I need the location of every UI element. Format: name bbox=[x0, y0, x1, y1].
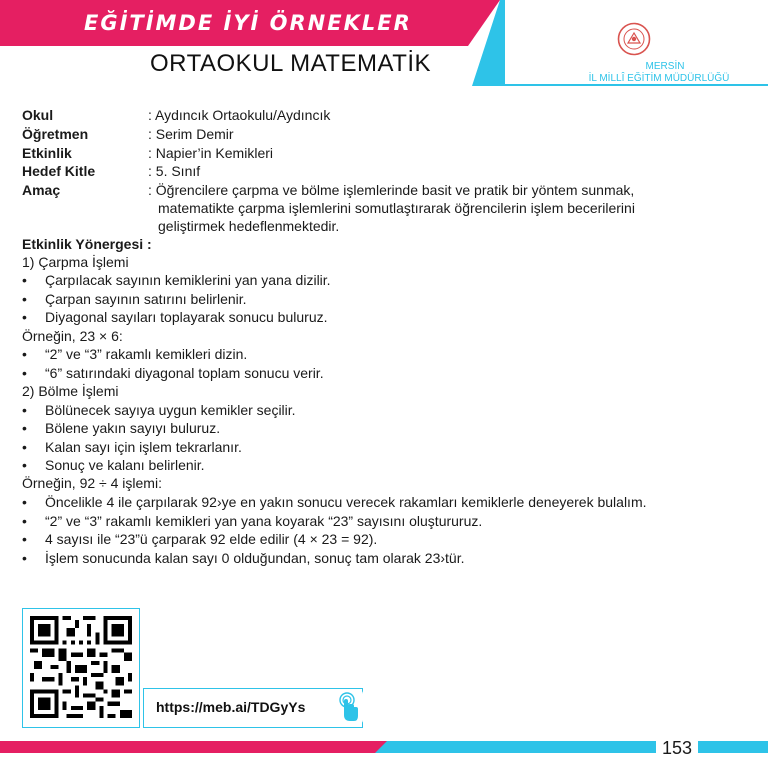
meta-label: Öğretmen bbox=[22, 126, 89, 142]
header-banner-title: EĞİTİMDE İYİ ÖRNEKLER bbox=[84, 11, 412, 35]
meta-value: : Aydıncık Ortaokulu/Aydıncık bbox=[148, 107, 331, 123]
meb-emblem-icon bbox=[617, 22, 651, 56]
directorate-name: İL MİLLÎ EĞİTİM MÜDÜRLÜĞÜ bbox=[588, 73, 730, 84]
meta-value: geliştirmek hedeflenmektedir. bbox=[158, 218, 340, 234]
activity-link[interactable]: https://meb.ai/TDGyYs bbox=[156, 699, 306, 715]
example-division: Örneğin, 92 ÷ 4 işlemi: bbox=[22, 475, 162, 491]
meta-label: Etkinlik bbox=[22, 145, 72, 161]
meta-value: : Öğrencilere çarpma ve bölme işlemlerinde basit ve pratik bir yöntem sunmak, bbox=[148, 182, 635, 198]
city-name: MERSİN bbox=[645, 61, 685, 72]
page-title: ORTAOKUL MATEMATİK bbox=[150, 50, 432, 77]
meta-value: : Serim Demir bbox=[148, 126, 234, 142]
meta-value: : Napier’in Kemikleri bbox=[148, 145, 274, 161]
meta-label: Hedef Kitle bbox=[22, 163, 96, 179]
example-multiplication: Örneğin, 23 × 6: bbox=[22, 328, 123, 344]
section-division: 2) Bölme İşlemi bbox=[22, 383, 119, 399]
meta-label: Amaç bbox=[22, 182, 61, 198]
footer-bar-blue bbox=[375, 741, 768, 753]
page-number: 153 bbox=[656, 738, 698, 759]
footer-bar-pink bbox=[0, 741, 395, 753]
meta-value: matematikte çarpma işlemlerini somutlaştırarak öğrencilerin işlem becerilerini bbox=[158, 200, 635, 216]
meta-label: Okul bbox=[22, 107, 54, 123]
qr-code-icon[interactable] bbox=[30, 616, 132, 718]
instructions-heading: Etkinlik Yönergesi : bbox=[22, 236, 152, 252]
section-multiplication: 1) Çarpma İşlemi bbox=[22, 254, 129, 270]
meta-value: : 5. Sınıf bbox=[148, 163, 201, 179]
pointer-hand-icon bbox=[332, 689, 364, 725]
